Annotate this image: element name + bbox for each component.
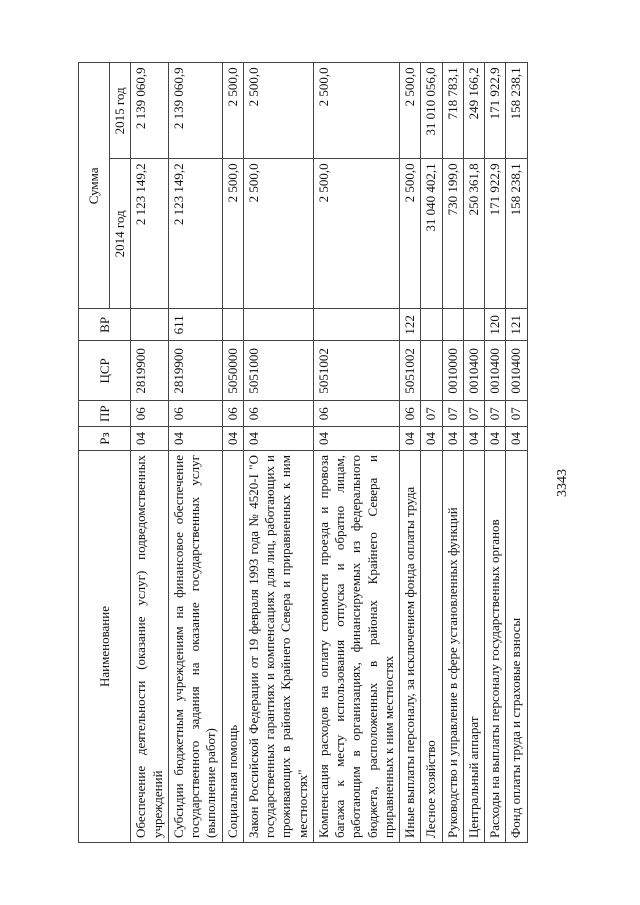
table-row	[131, 63, 169, 843]
header-year-2014: 2014 год	[110, 159, 131, 309]
row-sum-2014: 2 123 149,2	[131, 159, 169, 309]
row-sum-2015: 31 010 056,0	[421, 63, 442, 159]
row-name: Закон Российской Федерации от 19 февраля 1993 года № 4520-I "О государственных гарантиях и компенсациях для лиц, работающих и проживающих в районах Крайнего Севера и приравненных к ним местностях"	[243, 451, 313, 843]
row-pr: 06	[313, 401, 399, 427]
row-name: Расходы на выплаты персоналу государственных органов	[485, 451, 506, 843]
budget-table	[78, 62, 528, 843]
row-name: Центральный аппарат	[463, 451, 484, 843]
row-csr	[421, 341, 442, 401]
row-vr: 121	[506, 309, 527, 341]
header-name: Наименование	[79, 451, 131, 843]
row-sum-2015: 718 783,1	[442, 63, 463, 159]
row-vr: 122	[400, 309, 421, 341]
row-rz: 04	[222, 427, 243, 451]
row-pr: 06	[222, 401, 243, 427]
row-sum-2015: 2 139 060,9	[131, 63, 169, 159]
row-rz: 04	[313, 427, 399, 451]
header-pr: ПР	[79, 401, 131, 427]
row-name: Иные выплаты персоналу, за исключением фонда оплаты труда	[400, 451, 421, 843]
row-rz: 04	[243, 427, 313, 451]
row-name: Лесное хозяйство	[421, 451, 442, 843]
row-csr: 5051000	[243, 341, 313, 401]
row-pr: 06	[131, 401, 169, 427]
table-row	[243, 63, 313, 843]
table-row	[313, 63, 399, 843]
table-row	[463, 63, 484, 843]
row-csr: 5051002	[313, 341, 399, 401]
row-rz: 04	[131, 427, 169, 451]
row-pr: 07	[463, 401, 484, 427]
row-csr: 5050000	[222, 341, 243, 401]
header-row	[79, 63, 110, 843]
row-csr: 0010400	[463, 341, 484, 401]
table-row	[421, 63, 442, 843]
row-vr	[222, 309, 243, 341]
row-sum-2015: 171 922,9	[485, 63, 506, 159]
row-rz: 04	[400, 427, 421, 451]
row-sum-2014: 730 199,0	[442, 159, 463, 309]
row-pr: 07	[506, 401, 527, 427]
row-sum-2014: 171 922,9	[485, 159, 506, 309]
row-rz: 04	[421, 427, 442, 451]
row-name: Социальная помощь	[222, 451, 243, 843]
header-year-2015: 2015 год	[110, 63, 131, 159]
row-sum-2014: 158 238,1	[506, 159, 527, 309]
row-sum-2014: 2 500,0	[222, 159, 243, 309]
row-pr: 06	[243, 401, 313, 427]
table-row	[168, 63, 222, 843]
row-sum-2014: 2 123 149,2	[168, 159, 222, 309]
row-sum-2014: 2 500,0	[313, 159, 399, 309]
row-sum-2015: 2 500,0	[222, 63, 243, 159]
row-name: Обеспечение деятельности (оказание услуг) подведомственных учреждений	[131, 451, 169, 843]
row-rz: 04	[463, 427, 484, 451]
row-sum-2014: 2 500,0	[400, 159, 421, 309]
header-csr: ЦСР	[79, 341, 131, 401]
header-vr: ВР	[79, 309, 131, 341]
row-rz: 04	[485, 427, 506, 451]
row-sum-2014: 250 361,8	[463, 159, 484, 309]
row-rz: 04	[506, 427, 527, 451]
row-pr: 07	[421, 401, 442, 427]
row-csr: 0010400	[485, 341, 506, 401]
header-sum: Сумма	[79, 63, 110, 309]
row-sum-2014: 2 500,0	[243, 159, 313, 309]
row-vr: 611	[168, 309, 222, 341]
row-pr: 07	[485, 401, 506, 427]
row-vr	[421, 309, 442, 341]
row-name: Руководство и управление в сфере установленных функций	[442, 451, 463, 843]
row-pr: 06	[400, 401, 421, 427]
row-sum-2014: 31 040 402,1	[421, 159, 442, 309]
row-csr: 0010000	[442, 341, 463, 401]
row-name: Субсидии бюджетным учреждениям на финансовое обеспечение государственного задания на оказание государственных услуг (выполнение работ)	[168, 451, 222, 843]
row-vr	[313, 309, 399, 341]
table-row	[400, 63, 421, 843]
row-name: Компенсация расходов на оплату стоимости проезда и провоза багажа к месту использования отпуска и обратно лицам, работающим в организациях, финансируемых из федерального бюджета, расположенных в районах Крайнего Севера и приравненных к ним местностях	[313, 451, 399, 843]
row-vr	[442, 309, 463, 341]
table-row	[442, 63, 463, 843]
header-rz: Рз	[79, 427, 131, 451]
row-vr	[463, 309, 484, 341]
row-csr: 0010400	[506, 341, 527, 401]
row-sum-2015: 2 500,0	[243, 63, 313, 159]
row-csr: 5051002	[400, 341, 421, 401]
row-rz: 04	[168, 427, 222, 451]
row-csr: 2819900	[131, 341, 169, 401]
row-pr: 07	[442, 401, 463, 427]
row-vr	[131, 309, 169, 341]
table-row	[506, 63, 527, 843]
row-vr	[243, 309, 313, 341]
row-sum-2015: 2 500,0	[400, 63, 421, 159]
row-sum-2015: 249 166,2	[463, 63, 484, 159]
row-vr: 120	[485, 309, 506, 341]
row-rz: 04	[442, 427, 463, 451]
row-name: Фонд оплаты труда и страховые взносы	[506, 451, 527, 843]
row-csr: 2819900	[168, 341, 222, 401]
row-sum-2015: 2 139 060,9	[168, 63, 222, 159]
row-pr: 06	[168, 401, 222, 427]
page-number: 3343	[555, 469, 570, 497]
table-row	[485, 63, 506, 843]
row-sum-2015: 158 238,1	[506, 63, 527, 159]
table-row	[222, 63, 243, 843]
row-sum-2015: 2 500,0	[313, 63, 399, 159]
